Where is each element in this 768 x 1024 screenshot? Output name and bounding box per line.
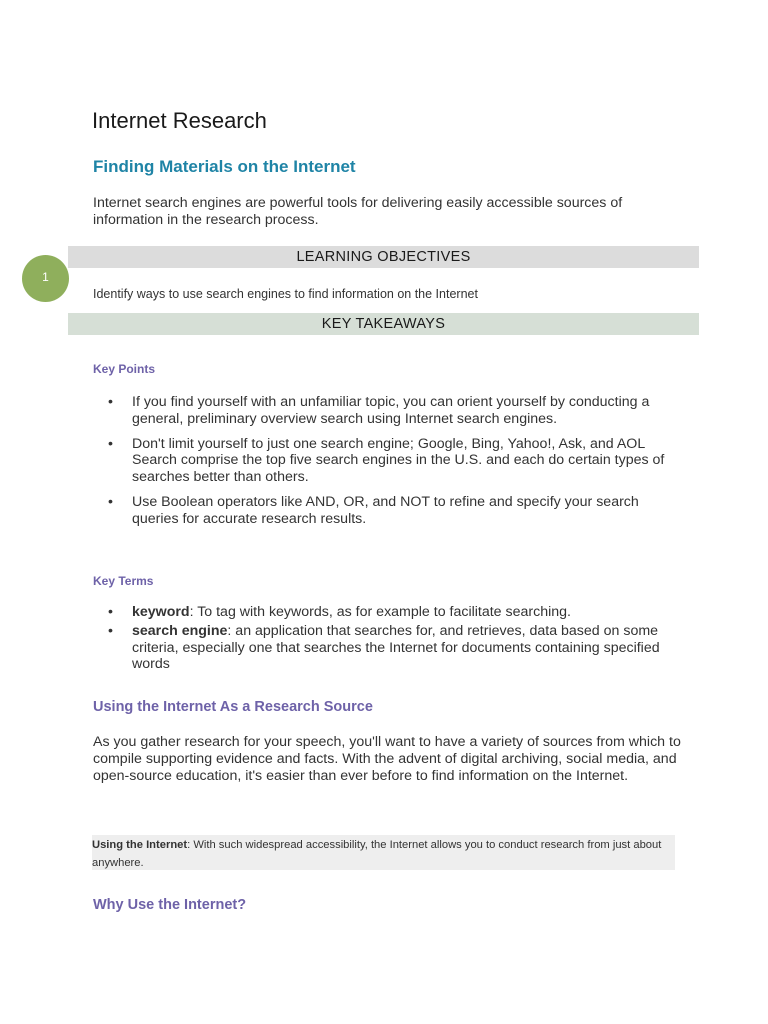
key-point-text: Use Boolean operators like AND, OR, and NOT to refine and specify your search queries for accurate research results. xyxy=(132,493,639,527)
image-caption xyxy=(92,835,675,870)
key-terms-list xyxy=(108,604,678,675)
list-item xyxy=(108,494,678,528)
using-internet-paragraph: As you gather research for your speech, you'll want to have a variety of sources from which to compile supporting evidence and facts. With the advent of digital archiving, social media, and open-source education, it's easier than ever before to find information on the Internet. xyxy=(93,734,681,784)
key-takeaways-banner: KEY TAKEAWAYS xyxy=(68,313,699,335)
list-item xyxy=(108,623,678,673)
term-search-engine: search engine xyxy=(132,622,228,639)
comment-badge[interactable]: 1 xyxy=(22,255,69,302)
list-item xyxy=(108,394,678,428)
key-points-list xyxy=(108,394,678,536)
bullet-icon: • xyxy=(108,493,113,510)
key-point-text: Don't limit yourself to just one search engine; Google, Bing, Yahoo!, Ask, and AOL Search comprise the top five search engines in the U.S. and each do certain types of searches better than others. xyxy=(132,435,665,486)
learning-objective-text: Identify ways to use search engines to find information on the Internet xyxy=(93,287,478,301)
bullet-icon: • xyxy=(108,394,113,410)
term-keyword: keyword xyxy=(132,604,190,620)
term-definition: : an application that searches for, and retrieves, data based on some criteria, especially one that searches the Internet for documents containing specified words xyxy=(132,622,660,673)
bullet-icon: • xyxy=(108,622,113,639)
caption-text: : With such widespread accessibility, the Internet allows you to conduct research from just about anywhere. xyxy=(92,839,662,869)
intro-paragraph: Internet search engines are powerful tools for delivering easily accessible sources of information in the research process. xyxy=(93,195,623,228)
bullet-icon: • xyxy=(108,435,113,452)
list-item xyxy=(108,436,678,486)
using-internet-heading: Using the Internet As a Research Source xyxy=(93,699,373,715)
list-item xyxy=(108,604,678,621)
key-points-label: Key Points xyxy=(93,362,156,376)
key-terms-label: Key Terms xyxy=(93,574,154,588)
page-title: Internet Research xyxy=(92,108,267,133)
term-definition: : To tag with keywords, as for example to facilitate searching. xyxy=(189,604,571,620)
section-heading: Finding Materials on the Internet xyxy=(93,157,356,176)
bullet-icon: • xyxy=(108,604,113,620)
why-use-heading: Why Use the Internet? xyxy=(93,897,247,913)
key-point-text: If you find yourself with an unfamiliar topic, you can orient yourself by conducting a general, preliminary overview search using Internet search engines. xyxy=(132,394,650,427)
learning-objectives-banner: LEARNING OBJECTIVES xyxy=(68,246,699,268)
caption-label: Using the Internet xyxy=(92,839,188,851)
